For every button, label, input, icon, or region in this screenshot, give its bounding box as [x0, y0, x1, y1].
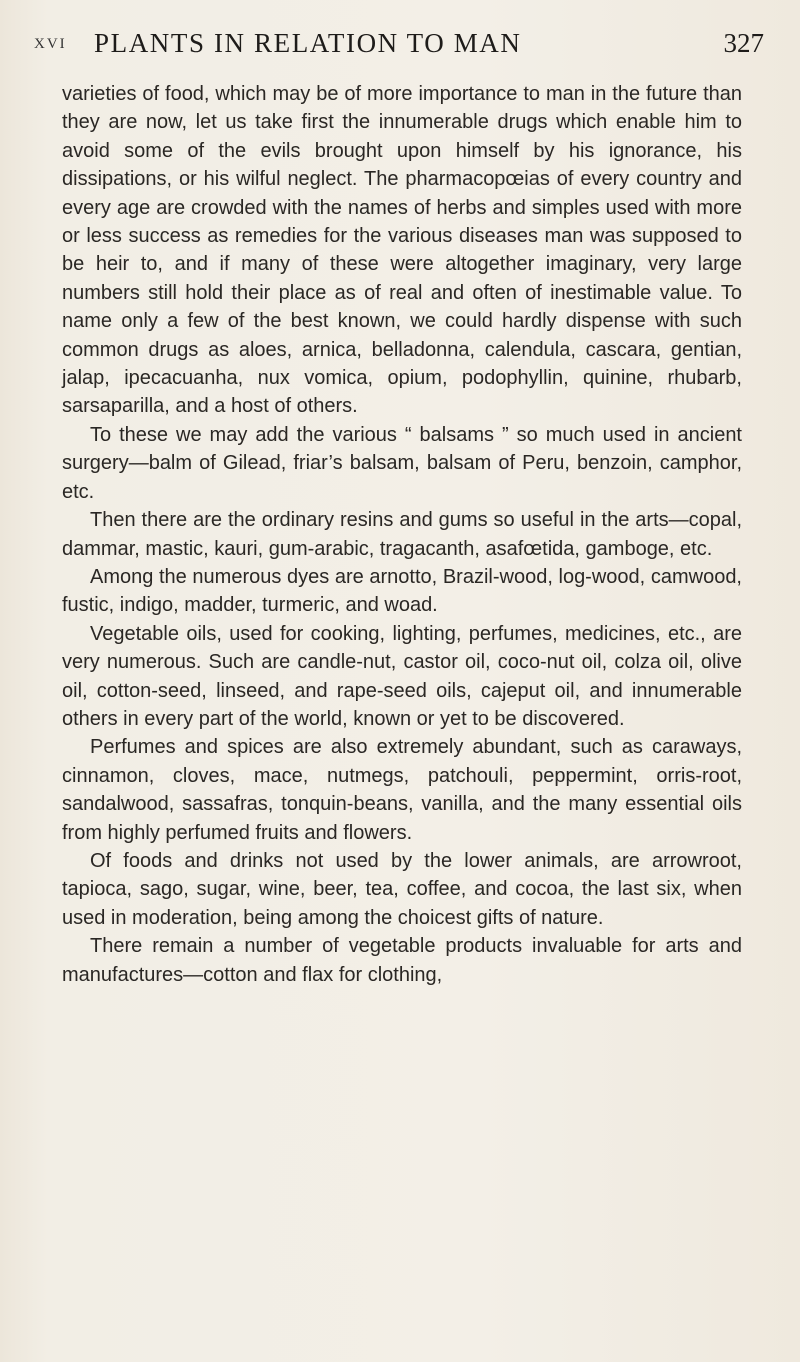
paragraph-4: Among the numerous dyes are arnotto, Brazil-wood, log-wood, camwood, fustic, indigo, madder, turmeric, and woad. — [62, 565, 742, 617]
paragraph-2: To these we may add the various “ balsams ” so much used in ancient surgery—balm of Gilead, friar’s balsam, balsam of Peru, benzoin, camphor, etc. — [62, 423, 742, 503]
paragraph-1: varieties of food, which may be of more importance to man in the future than they are now, let us take first the innumerable drugs which enable him to avoid some of the evils brought upon himself by his ignorance, his dissipations, or his wilful neglect. The pharmacopœias of every country and every age are crowded with the names of herbs and simples used with more or less success as remedies for the various diseases man was supposed to be heir to, and if many of these were altogether imaginary, very large numbers still hold their place as of real and often of inestimable value. To name only a few of the best known, we could hardly dispense with such common drugs as aloes, arnica, belladonna, calendula, cascara, gentian, jalap, ipecacuanha, nux vomica, opium, podophyllin, quinine, rhubarb, sarsaparilla, and a host of others. — [62, 83, 742, 418]
body-text — [62, 80, 742, 989]
paragraph-7: Of foods and drinks not used by the lower animals, are arrowroot, tapioca, sago, sugar, wine, beer, tea, coffee, and cocoa, the last six, when used in moderation, being among the choicest gifts of nature. — [62, 849, 742, 929]
chapter-number: XVI — [34, 36, 67, 52]
paragraph-5: Vegetable oils, used for cooking, lighting, perfumes, medicines, etc., are very numerous. Such are candle-nut, castor oil, coco-nut oil, colza oil, olive oil, cotton-seed, linseed, and rape-seed oils, cajeput oil, and innumerable others in every part of the world, known or yet to be discovered. — [62, 622, 742, 730]
running-head — [34, 28, 764, 68]
paragraph-8: There remain a number of vegetable products invaluable for arts and manufactures—cotton and flax for clothing, — [62, 935, 742, 986]
page-number: 327 — [723, 28, 764, 58]
paragraph-6: Perfumes and spices are also extremely abundant, such as caraways, cinnamon, cloves, mace, nutmegs, patchouli, peppermint, orris-root, sandalwood, sassafras, tonquin-beans, vanilla, and the many essential oils from highly perfumed fruits and flowers. — [62, 736, 742, 844]
paragraph-3: Then there are the ordinary resins and gums so useful in the arts—copal, dammar, mastic, kauri, gum-arabic, tragacanth, asafœtida, gamboge, etc. — [62, 509, 742, 560]
running-title: PLANTS IN RELATION TO MAN — [94, 28, 522, 58]
